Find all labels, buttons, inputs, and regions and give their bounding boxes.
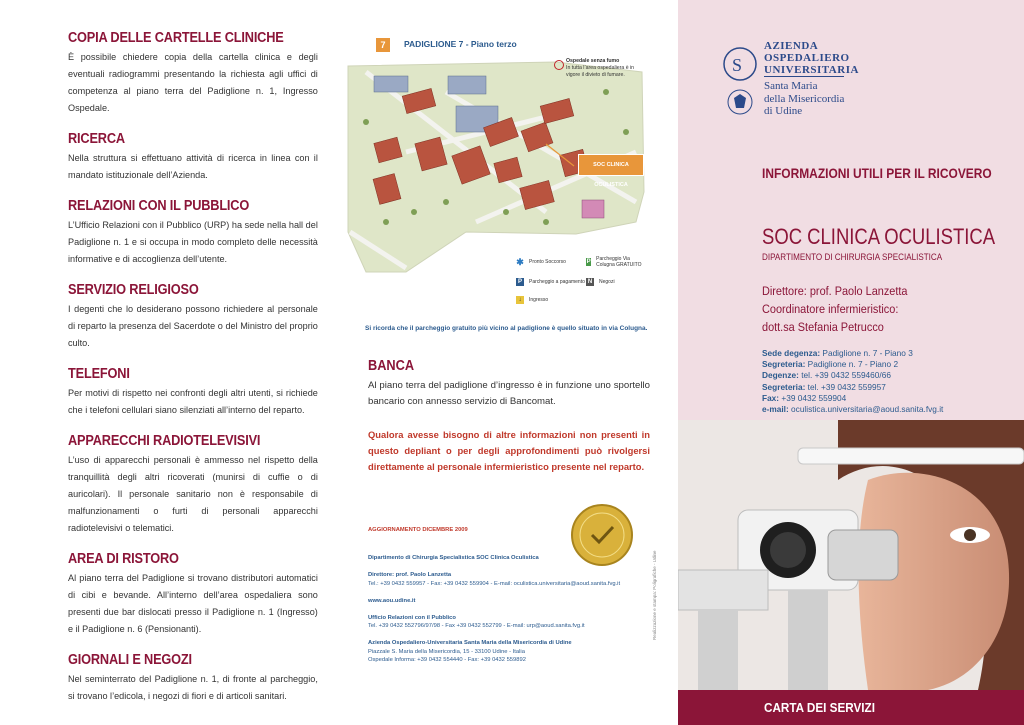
section-telefoni xyxy=(68,366,318,419)
legend-parcheggio-colugna: P Parcheggio Via Colugna GRATUITO xyxy=(586,256,642,268)
section-text: Al piano terra del padiglione d’ingresso è in funzione uno sportello bancario con annesso servizio di Bancomat. xyxy=(368,380,650,407)
coordinator-name: dott.sa Stefania Petrucco xyxy=(762,320,884,334)
contact-row: Sede degenza: Padiglione n. 7 - Piano 3 xyxy=(762,348,913,358)
section-cartelle xyxy=(68,30,318,117)
contact-row: Fax: +39 0432 559904 xyxy=(762,392,847,403)
section-radiotv xyxy=(68,433,318,537)
eye-exam-photo xyxy=(678,420,1024,690)
contact-row: Segreteria: Padiglione n. 7 - Piano 2 xyxy=(762,359,899,370)
footer-urp-contacts: Tel. +39 0432 552796/97/98 - Fax +39 0432 552799 - E-mail: urp@aoud.sanita.fvg.it xyxy=(368,623,585,630)
section-title: BANCA xyxy=(368,358,415,374)
section-banca xyxy=(368,358,650,410)
section-text: I degenti che lo desiderano possono richiedere al personale di reparto la presenza del Sacerdote o del Ministro del proprio culto. xyxy=(68,304,318,349)
department-label: DIPARTIMENTO DI CHIRURGIA SPECIALISTICA xyxy=(762,252,943,262)
no-smoke-text: In tutta l’area ospedaliera è in vigore il divieto di fumare. xyxy=(566,65,635,78)
section-title: SERVIZIO RELIGIOSO xyxy=(68,282,199,298)
no-smoking-icon xyxy=(554,60,564,70)
paid-parking-icon: P xyxy=(517,279,522,285)
footer-phone: Ospedale Informa: +39 0432 554440 - Fax: +39 0432 559892 xyxy=(368,656,526,663)
eye-exam-illustration xyxy=(678,420,1024,690)
section-text: Al piano terra del Padiglione si trovano distributori automatici di cibi e bevande. All’interno dell’area ospedaliera sono presenti due bar dislocati presso il Padiglione n. 1 (Ingresso) e il Padiglione n. 6 (Pensionanti). xyxy=(68,573,318,635)
contact-row: Segreteria: tel. +39 0432 559957 xyxy=(762,381,886,392)
section-title: TELEFONI xyxy=(68,366,130,382)
director-name: Direttore: prof. Paolo Lanzetta xyxy=(762,284,908,298)
map-title: PADIGLIONE 7 - Piano terzo xyxy=(404,39,517,49)
section-relazioni xyxy=(68,198,318,268)
section-text: Nel seminterrato del Padiglione n. 1, di fronte al parcheggio, si trovano l’edicola, i negozi di fiori e di articoli sanitari. xyxy=(68,674,318,702)
soc-location-label: SOC CLINICA OCULISTICA xyxy=(578,154,644,176)
legend-parcheggio-pagamento: P Parcheggio a pagamento xyxy=(517,279,585,285)
no-smoke-title: Ospedale senza fumo xyxy=(566,58,620,64)
footer-address: Piazzale S. Maria della Misericordia, 15 - 33100 Udine - Italia xyxy=(368,648,525,655)
more-info-hint: Qualora avesse bisogno di altre informazioni non presenti in questo depliant o per degli approfondimenti può rivolgersi direttamente al personale infermieristico presente nel reparto. xyxy=(368,429,650,472)
section-religioso xyxy=(68,282,318,352)
contact-row[interactable]: e-mail: oculistica.universitaria@aoud.sanita.fvg.it xyxy=(762,404,944,415)
svg-text:S: S xyxy=(732,55,743,75)
logo-text-main: AZIENDA OSPEDALIERO UNIVERSITARIA xyxy=(764,40,859,76)
hospital-map xyxy=(346,32,646,318)
legend-ingresso: ↓ Ingresso xyxy=(516,296,548,304)
section-title: COPIA DELLE CARTELLE CLINICHE xyxy=(68,30,284,46)
section-text: È possibile chiedere copia della cartella clinica e degli eventuali radiogrammi presentando la richiesta agli uffici di competenza al piano terra del Padiglione n. 1, Ingresso Ospedale. xyxy=(68,52,318,114)
footer-azienda: Azienda Ospedaliero-Universitaria Santa Maria della Misericordia di Udine xyxy=(368,640,572,647)
section-title: APPARECCHI RADIOTELEVISIVI xyxy=(68,433,261,449)
update-date: AGGIORNAMENTO DICEMBRE 2009 xyxy=(368,527,468,533)
footer-urp-title: Ufficio Relazioni con il Pubblico xyxy=(368,615,456,622)
left-column xyxy=(0,0,340,725)
section-ricerca xyxy=(68,131,318,184)
right-column-cover xyxy=(678,0,1024,725)
section-text: L’Ufficio Relazioni con il Pubblico (URP) ha sede nella hall del Padiglione n. 1 e si occupa in modo completo delle necessità informative e di accoglienza dell’utente. xyxy=(68,220,318,265)
logo-divider xyxy=(764,76,844,77)
section-negozi xyxy=(68,652,318,705)
section-text: L’uso di apparecchi personali è ammesso nel rispetto della tranquillità degli altri ricoverati (munirsi di cuffie o di auricolari). Il personale sanitario non è responsabile di malfunzionamenti o furti di personali apparecchi radiotelevisivi o telematici. xyxy=(68,455,318,534)
footer-web-link[interactable]: www.aou.udine.it xyxy=(368,597,416,604)
legend-negozi: N Negozi xyxy=(587,279,615,285)
section-text: Per motivi di rispetto nei confronti degli altri utenti, si richiede che i telefoni cellulari siano silenziati all’interno del reparto. xyxy=(68,388,318,416)
footer-dept: Dipartimento di Chirurgia Specialistica SOC Clinica Oculistica xyxy=(368,555,539,562)
section-ristoro xyxy=(68,551,318,638)
print-credit: Realizzazione e stampa: Poligrafiche - Udine xyxy=(652,550,657,640)
section-title: RICERCA xyxy=(68,131,125,147)
ambulance-icon: ✱ xyxy=(516,257,524,267)
footer-info xyxy=(368,526,668,664)
no-smoke-notice xyxy=(566,58,646,79)
logo-text-sub: Santa Maria della Misericordia di Udine xyxy=(764,80,845,117)
entrance-icon: ↓ xyxy=(516,296,524,304)
section-title: GIORNALI E NEGOZI xyxy=(68,652,192,668)
middle-column xyxy=(340,0,678,725)
parking-note: Si ricorda che il parcheggio gratuito più vicino al padiglione è quello situato in via Colugna. xyxy=(365,325,648,332)
shop-icon: N xyxy=(587,279,593,285)
contacts-list xyxy=(762,348,943,415)
footer-band xyxy=(678,690,1024,725)
section-title: RELAZIONI CON IL PUBBLICO xyxy=(68,198,250,214)
section-text: Nella struttura si effettuano attività di ricerca in linea con il mandato istituzionale dell’Azienda. xyxy=(68,153,318,181)
contact-row: Degenze: tel. +39 0432 559460/66 xyxy=(762,370,891,381)
free-parking-icon: P xyxy=(586,259,591,265)
staff-block xyxy=(762,282,907,336)
section-title: AREA DI RISTORO xyxy=(68,551,179,567)
info-title: INFORMAZIONI UTILI PER IL RICOVERO xyxy=(762,166,992,181)
coordinator-label: Coordinatore infermieristico: xyxy=(762,302,899,316)
page-title: SOC CLINICA OCULISTICA xyxy=(762,224,996,249)
pavilion-badge: 7 xyxy=(376,38,390,52)
footer-director: Direttore: prof. Paolo Lanzetta xyxy=(368,572,452,579)
legend-pronto-soccorso: ✱ Pronto Soccorso xyxy=(516,257,566,267)
carta-dei-servizi-label: CARTA DEI SERVIZI xyxy=(764,700,875,715)
footer-director-contacts: Tel.: +39 0432 559957 - Fax: +39 0432 559904 - E-mail: oculistica.universitaria@aoud.sanita.fvg.it xyxy=(368,580,621,587)
